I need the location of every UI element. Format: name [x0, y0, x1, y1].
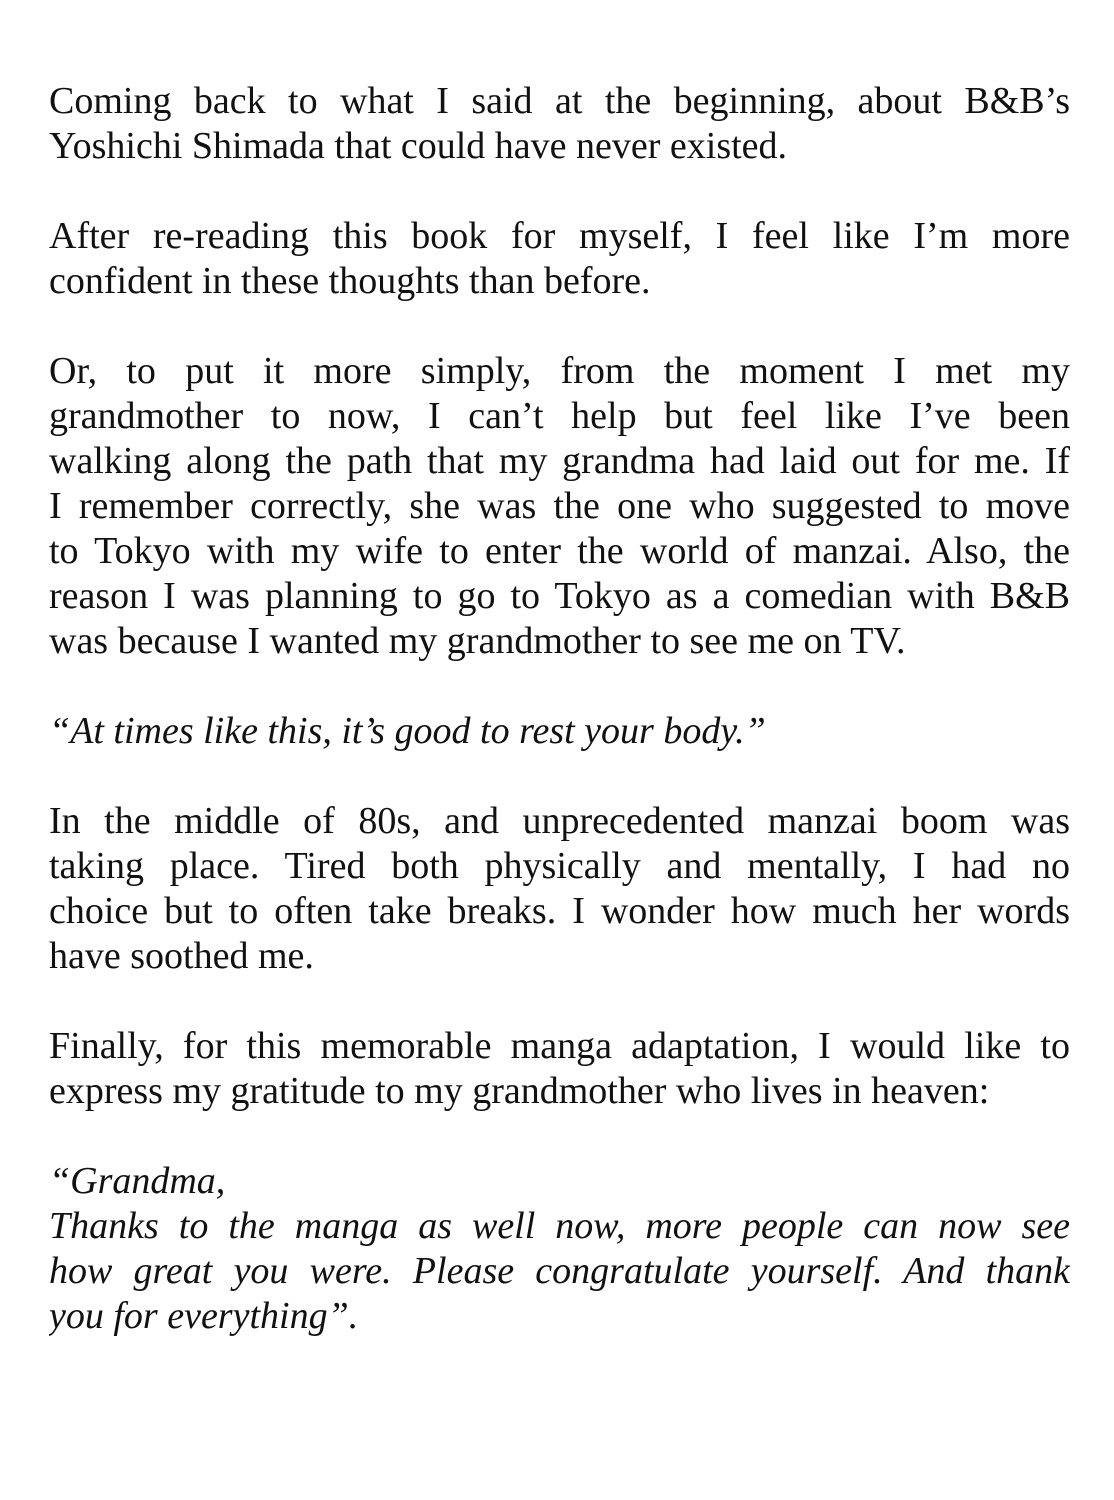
paragraph-gratitude — [49, 1024, 1070, 1114]
text-line: Yoshichi Shimada that could have never existed. — [49, 125, 788, 167]
paragraph-rereading — [49, 214, 1070, 304]
document-page — [49, 79, 1070, 1384]
quote-grandma-message — [49, 1159, 1070, 1339]
paragraph-grandmother-path — [49, 349, 1070, 664]
text-line: “Grandma, — [49, 1160, 226, 1202]
text-line: Finally, for this memorable manga adaptation, I would like to — [49, 1025, 1070, 1067]
text-line: walking along the path that my grandma had laid out for me. If — [49, 440, 1070, 482]
paragraph-intro — [49, 79, 1070, 169]
text-line: grandmother to now, I can’t help but feel like I’ve been — [49, 395, 1070, 437]
text-line: reason I was planning to go to Tokyo as a comedian with B&B — [49, 575, 1070, 617]
text-line: Thanks to the manga as well now, more people can now see — [49, 1205, 1070, 1247]
text-line: After re-reading this book for myself, I feel like I’m more — [49, 215, 1070, 257]
text-line: taking place. Tired both physically and mentally, I had no — [49, 845, 1070, 887]
text-line: I remember correctly, she was the one who suggested to move — [49, 485, 1070, 527]
text-line: was because I wanted my grandmother to see me on TV. — [49, 620, 906, 662]
text-line: Or, to put it more simply, from the moment I met my — [49, 350, 1070, 392]
text-line: express my gratitude to my grandmother who lives in heaven: — [49, 1070, 990, 1112]
text-line: have soothed me. — [49, 935, 314, 977]
text-line: to Tokyo with my wife to enter the world of manzai. Also, the — [49, 530, 1070, 572]
text-line: choice but to often take breaks. I wonder how much her words — [49, 890, 1070, 932]
quote-rest-your-body — [49, 709, 1070, 754]
text-line: Coming back to what I said at the beginning, about B&B’s — [49, 80, 1070, 122]
paragraph-manzai-boom — [49, 799, 1070, 979]
text-line: “At times like this, it’s good to rest your body.” — [49, 710, 766, 752]
text-line: In the middle of 80s, and unprecedented manzai boom was — [49, 800, 1070, 842]
text-line: confident in these thoughts than before. — [49, 260, 651, 302]
text-line: how great you were. Please congratulate yourself. And thank — [49, 1250, 1070, 1292]
text-line: you for everything”. — [49, 1295, 359, 1337]
